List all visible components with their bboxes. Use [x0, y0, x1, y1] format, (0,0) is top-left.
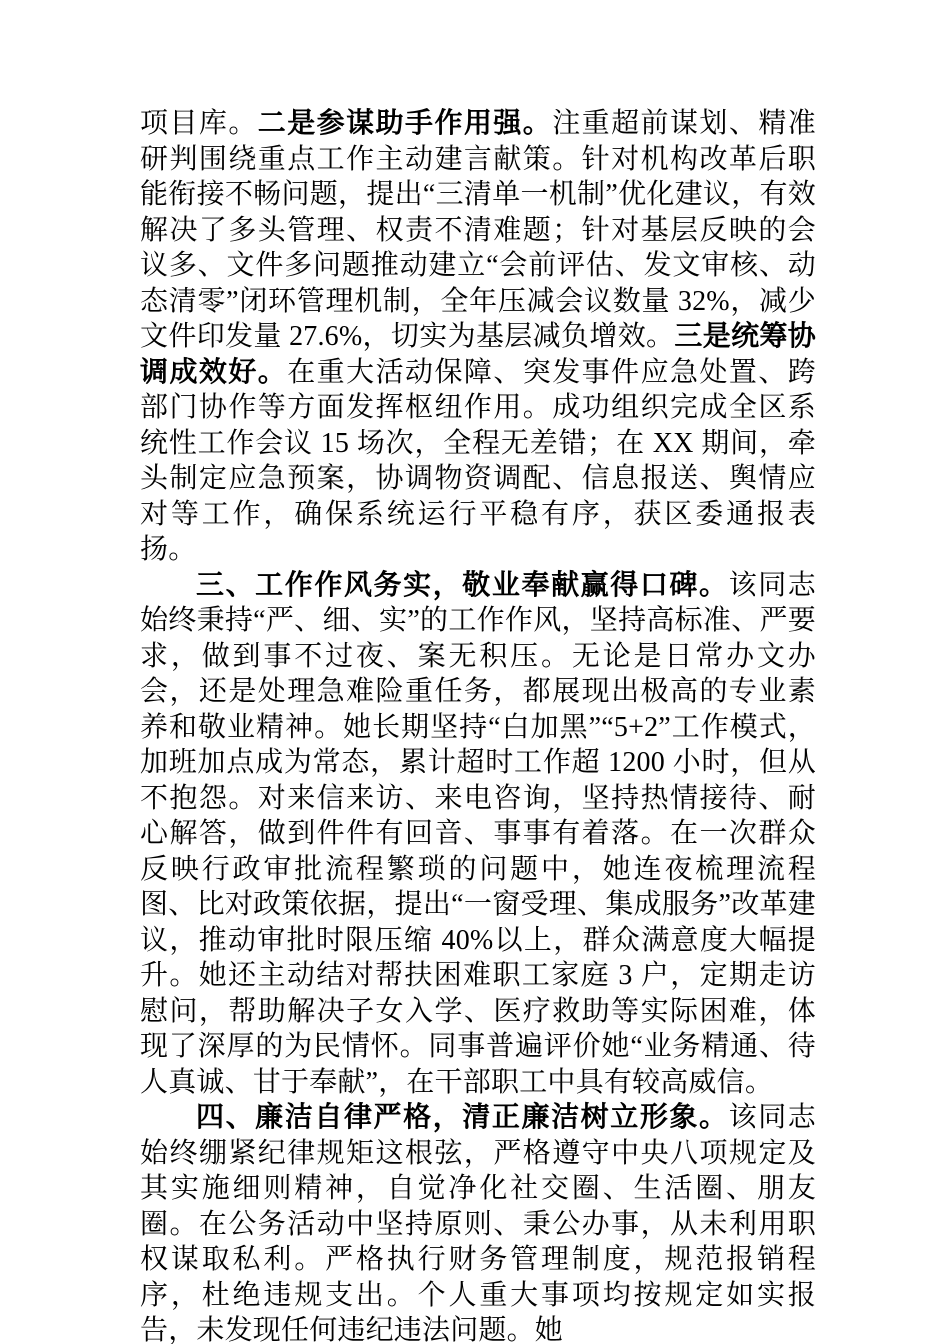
- text-run: 在重大活动保障、突发事件应急处置、跨部门协作等方面发挥枢纽作用。成功组织完成全区系统性工作会议 15 场次，全程无差错；在 XX 期间，牵头制定应急预案，协调物资调配、信息报送、舆情应对等工作，确保系统运行平稳有序，获区委通报表扬。: [140, 356, 816, 565]
- document-body: [140, 106, 816, 1344]
- text-run: 该同志始终秉持“严、细、实”的工作作风，坚持高标准、严要求，做到事不过夜、案无积压。无论是日常办文办会，还是处理急难险重任务，都展现出极高的专业素养和敬业精神。她长期坚持“白加黑”“5+2”工作模式，加班加点成为常态，累计超时工作超 1200 小时，但从不抱怨。对来信来访、来电咨询，坚持热情接待、耐心解答，做到件件有回音、事事有着落。在一次群众反映行政审批流程繁琐的问题中，她连夜梳理流程图、比对政策依据，提出“一窗受理、集成服务”改革建议，推动审批时限压缩 40%以上，群众满意度大幅提升。她还主动结对帮扶困难职工家庭 3 户，定期走访慰问，帮助解决子女入学、医疗救助等实际困难，体现了深厚的为民情怀。同事普遍评价她“业务精通、待人真诚、甘于奉献”，在干部职工中具有较高威信。: [140, 569, 816, 1098]
- bold-text-run: 四、廉洁自律严格，清正廉洁树立形象。: [196, 1102, 729, 1133]
- bold-text-run: 三、工作作风务实，敬业奉献赢得口碑。: [196, 569, 729, 601]
- paragraph-section-three: [140, 568, 816, 1101]
- bold-text-run: 二是参谋助手作用强。: [257, 108, 553, 139]
- paragraph-section-four: [140, 1100, 816, 1344]
- text-run: 该同志始终绷紧纪律规矩这根弦，严格遵守中央八项规定及其实施细则精神，自觉净化社交圈、生活圈、朋友圈。在公务活动中坚持原则、秉公办事，从未利用职权谋取私利。严格执行财务管理制度，规范报销程序，杜绝违规支出。个人重大事项均按规定如实报告，未发现任何违纪违法问题。她: [140, 1102, 816, 1344]
- text-run: 注重超前谋划、精准研判围绕重点工作主动建言献策。针对机构改革后职能衔接不畅问题，提出“三清单一机制”优化建议，有效解决了多头管理、权责不清难题；针对基层反映的会议多、文件多问题推动建立“会前评估、发文审核、动态清零”闭环管理机制，全年压减会议数量 32%，减少文件印发量 27.6%，切实为基层减负增效。: [140, 108, 816, 352]
- text-run: 项目库。: [140, 108, 258, 139]
- bold-text-run: 三是统筹协调成效好。: [140, 321, 816, 388]
- paragraph-continuation: [140, 106, 816, 568]
